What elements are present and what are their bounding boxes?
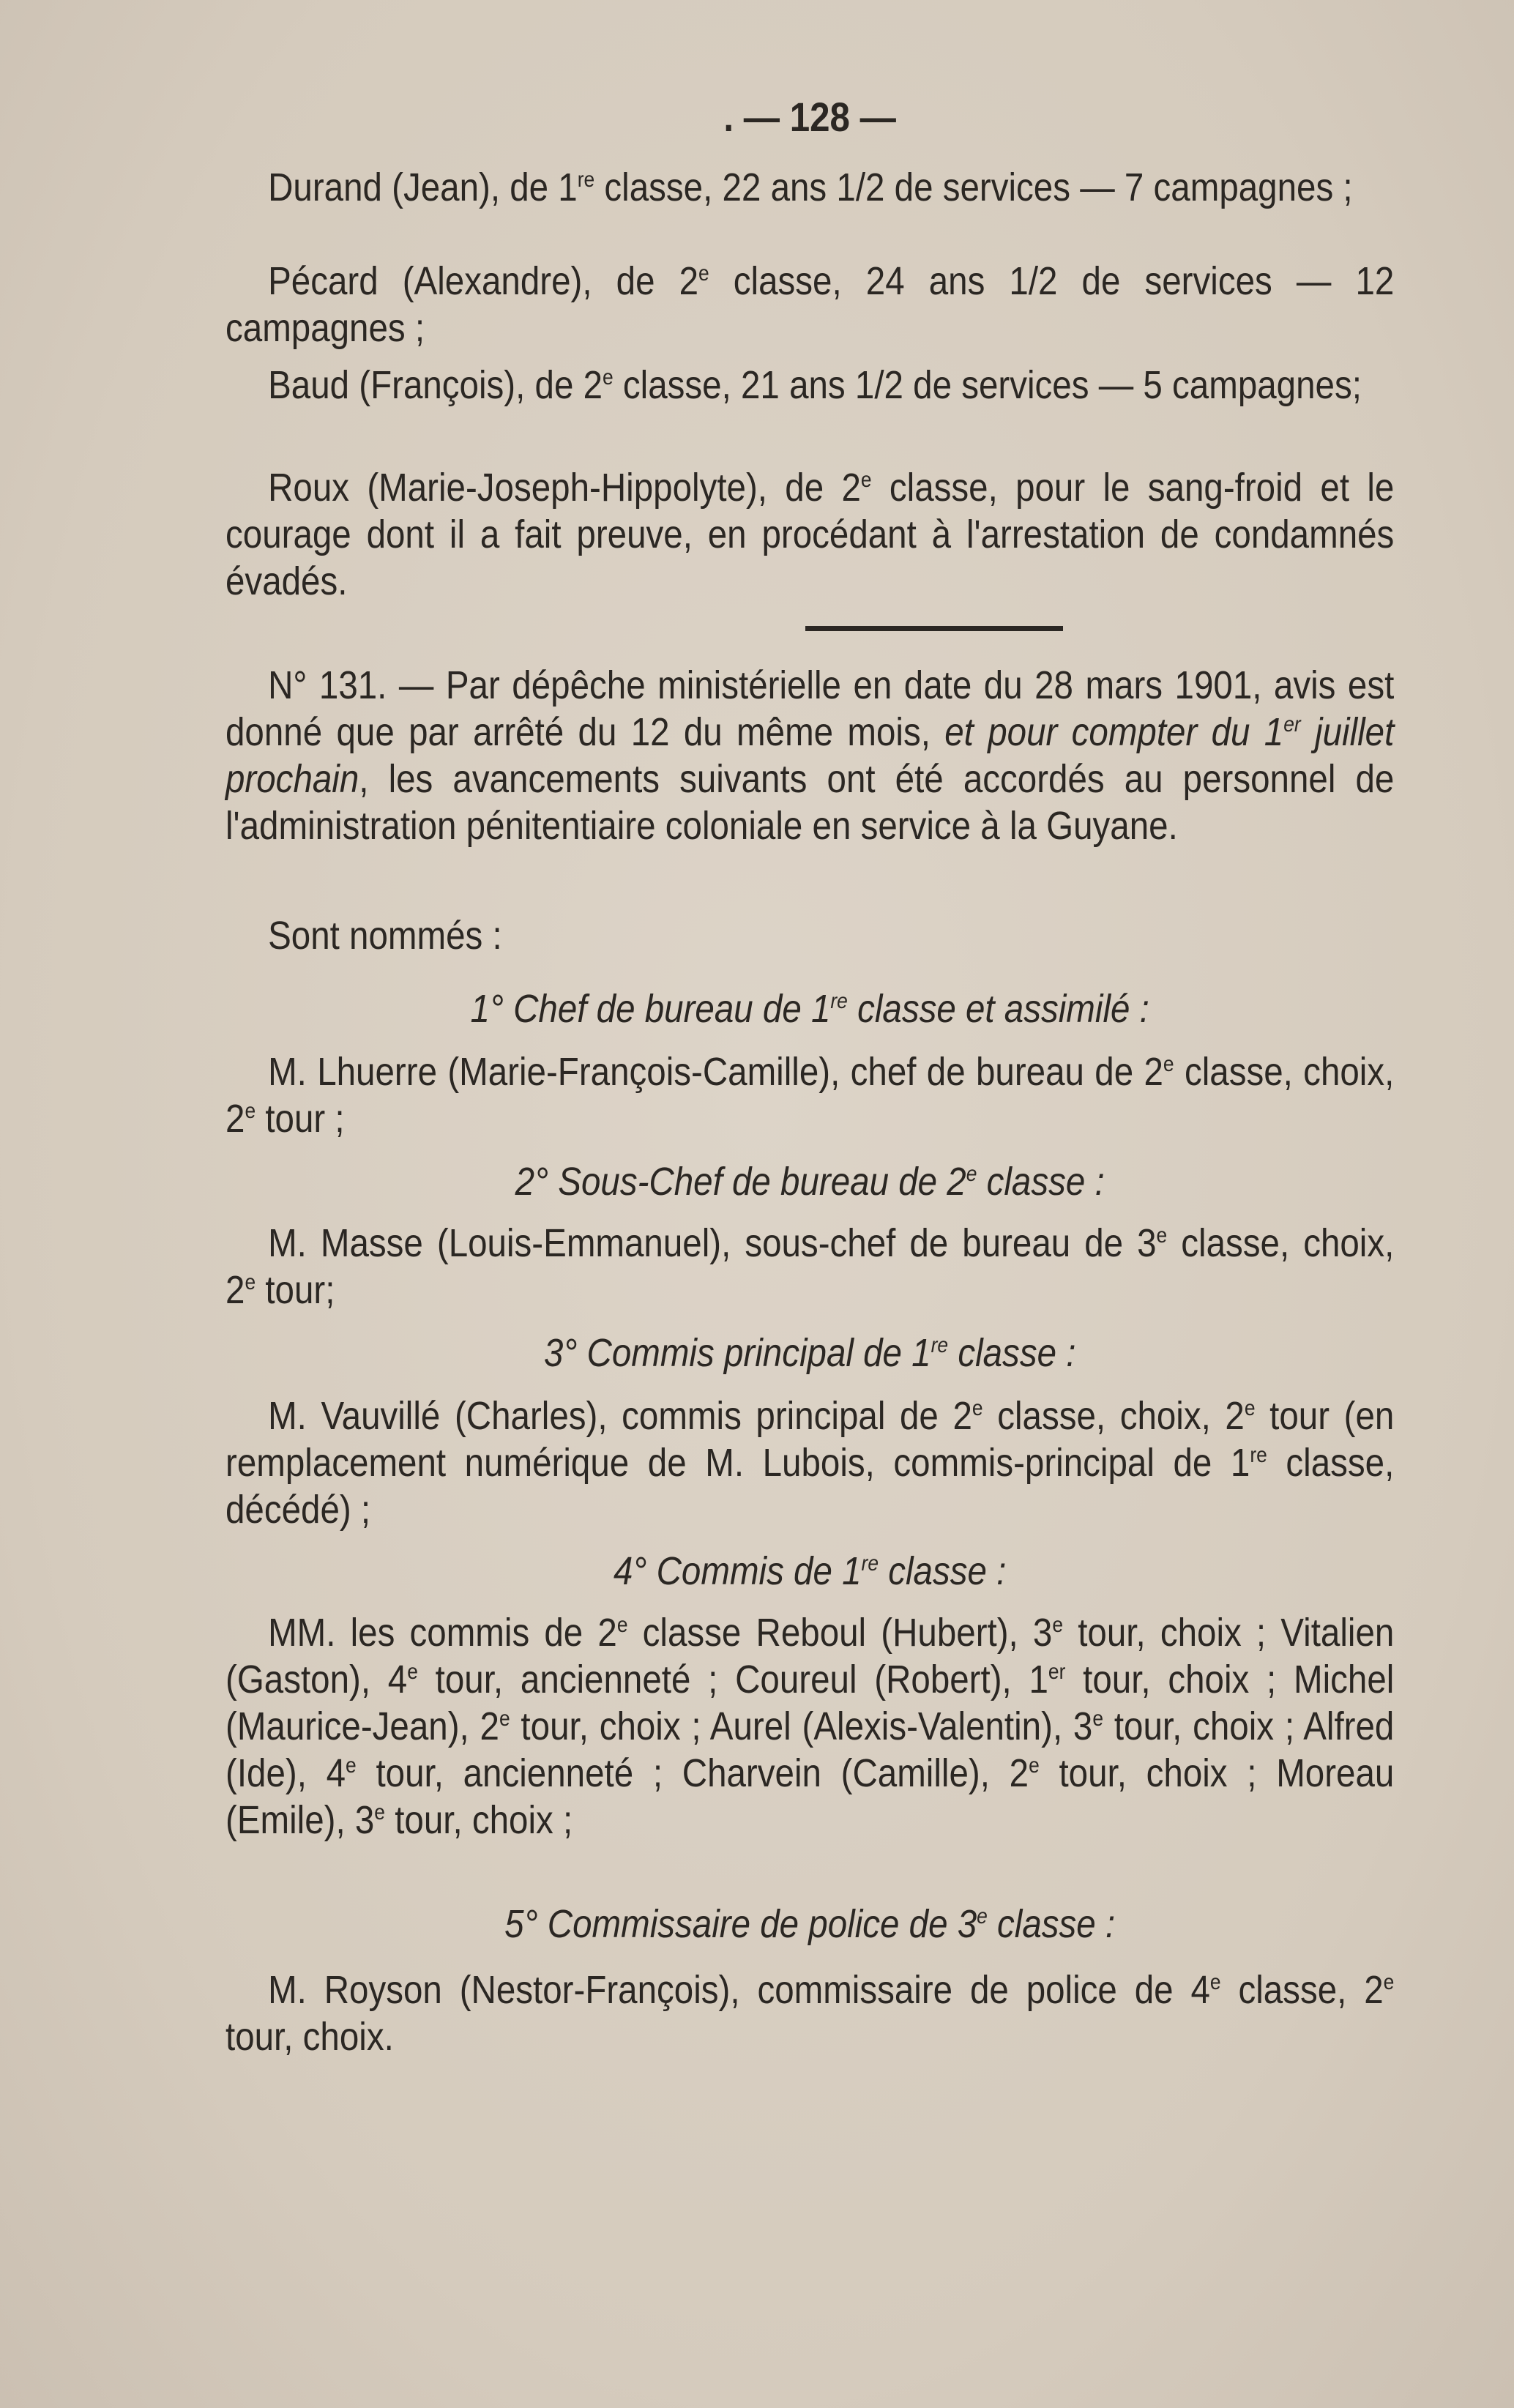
- notice-131: N° 131. — Par dépêche ministérielle en date du 28 mars 1901, avis est donné que par arrêté du 12 du même mois, et pour compter du 1er juillet prochain, les avancements suivants ont été accordés au personnel de l'administration pénitentiaire coloniale en service à la Guyane.: [225, 663, 1395, 848]
- section-divider: [805, 626, 1063, 631]
- entry-vauville: M. Vauvillé (Charles), commis principal de 2e classe, choix, 2e tour (en remplacement numérique de M. Lubois, commis-principal de 1re classe, décédé) ;: [225, 1394, 1395, 1532]
- entry-royson: M. Royson (Nestor-François), commissaire de police de 4e classe, 2e tour, choix.: [225, 1968, 1395, 2059]
- entry-durand: Durand (Jean), de 1re classe, 22 ans 1/2 de services — 7 campagnes ;: [268, 165, 1353, 209]
- heading-commissaire: 5° Commissaire de police de 3e classe :: [504, 1902, 1116, 1946]
- heading-chef-de-bureau: 1° Chef de bureau de 1re classe et assimilé :: [470, 987, 1149, 1031]
- entry-commis-list: MM. les commis de 2e classe Reboul (Hubert), 3e tour, choix ; Vitalien (Gaston), 4e tour, ancienneté ; Coureul (Robert), 1er tour, choix ; Michel (Maurice-Jean), 2e tour, choix ; Aurel (Alexis-Valentin), 3e tour, choix ; Alfred (Ide), 4e tour, ancienneté ; Charvein (Camille), 2e tour, choix ; Moreau (Emile), 3e tour, choix ;: [225, 1611, 1395, 1842]
- entry-baud: Baud (François), de 2e classe, 21 ans 1/2 de services — 5 campagnes;: [268, 363, 1362, 407]
- heading-sous-chef: 2° Sous-Chef de bureau de 2e classe :: [515, 1160, 1105, 1204]
- entry-roux: Roux (Marie-Joseph-Hippolyte), de 2e classe, pour le sang-froid et le courage dont il a fait preuve, en procédant à l'arrestation de condamnés évadés.: [225, 466, 1395, 603]
- heading-commis: 4° Commis de 1re classe :: [613, 1549, 1007, 1593]
- entry-masse: M. Masse (Louis-Emmanuel), sous-chef de bureau de 3e classe, choix, 2e tour;: [225, 1221, 1395, 1312]
- entry-pecard: Pécard (Alexandre), de 2e classe, 24 ans 1/2 de services — 12 campagnes ;: [225, 259, 1395, 350]
- entry-lhuerre: M. Lhuerre (Marie-François-Camille), chef de bureau de 2e classe, choix, 2e tour ;: [225, 1050, 1395, 1141]
- page-number: . — 128 —: [723, 94, 896, 140]
- heading-commis-principal: 3° Commis principal de 1re classe :: [543, 1331, 1076, 1375]
- sont-nommes: Sont nommés :: [268, 914, 502, 958]
